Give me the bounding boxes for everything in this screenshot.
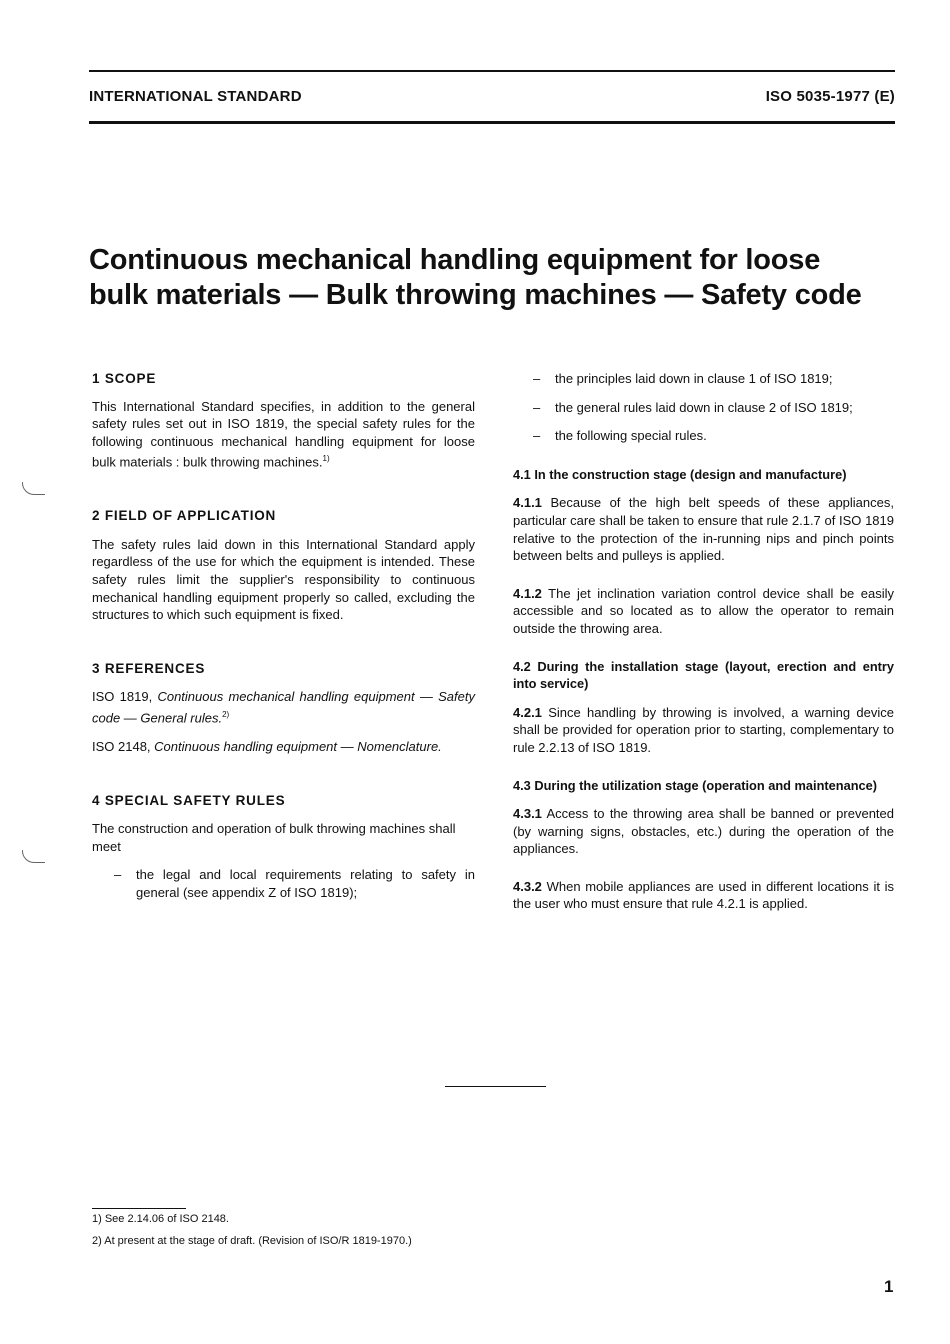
section-4-intro: The construction and operation of bulk throwing machines shall meet xyxy=(92,821,456,854)
list-item: – the legal and local requirements relating to safety in general (see appendix Z of ISO 1819); xyxy=(114,867,475,900)
header-left: INTERNATIONAL STANDARD xyxy=(89,88,302,105)
reference-iso-1819: ISO 1819, Continuous mechanical handling equipment — Safety code — General rules.$^{2)}$ xyxy=(92,689,475,726)
clause-4-1-1: 4.1.1 Because of the high belt speeds of these appliances, particular care shall be taken to ensure that rule 2.1.7 of ISO 1819 relative to the protection of the in-running nips and pinch points between belts and pulleys is applied. xyxy=(513,495,894,564)
end-rule xyxy=(445,1086,546,1087)
section-1-text: This International Standard specifies, in addition to the general safety rules set out in ISO 1819, the special safety rules for the following continuous mechanical handling equipment for loose bulk materials : bulk throwing machines.$^{1)}$ xyxy=(92,398,475,470)
section-4-3-heading: 4.3 During the utilization stage (operation and maintenance) xyxy=(513,777,878,793)
footnote-rule xyxy=(92,1208,186,1209)
list-item: – the general rules laid down in clause 2 of ISO 1819; xyxy=(533,399,853,415)
top-rule xyxy=(89,70,895,72)
clause-4-1-2: 4.1.2 The jet inclination variation control device shall be easily accessible and so located as to allow the operator to remain outside the throwing area. xyxy=(513,585,894,636)
list-item: – the principles laid down in clause 1 of ISO 1819; xyxy=(533,371,833,386)
section-3-heading: 3 REFERENCES xyxy=(92,660,206,676)
clause-4-3-1: 4.3.1 Access to the throwing area shall be banned or prevented (by warning signs, obstacles, etc.) during the operation of the appliances. xyxy=(513,806,894,857)
right-column xyxy=(513,370,894,913)
clause-4-2-1: 4.2.1 Since handling by throwing is involved, a warning device shall be provided for operation prior to starting, complementary to rule 2.2.13 of ISO 1819. xyxy=(513,704,894,755)
header-right: ISO 5035-1977 (E) xyxy=(765,88,895,105)
document-title: Continuous mechanical handling equipment for loose bulk materials — Bulk throwing machines — Safety code xyxy=(89,244,862,311)
margin-mark xyxy=(22,482,45,495)
header-rule xyxy=(89,121,895,124)
list-item: – the following special rules. xyxy=(533,428,707,444)
footnote-2: 2) At present at the stage of draft. (Revision of ISO/R 1819-1970.) xyxy=(92,1235,412,1247)
left-column xyxy=(92,370,475,902)
footnote-1: 1) See 2.14.06 of ISO 2148. xyxy=(92,1213,229,1225)
footnote-ref: 1) xyxy=(322,454,330,464)
section-2-heading: 2 FIELD OF APPLICATION xyxy=(92,508,277,524)
reference-iso-2148: ISO 2148, Continuous handling equipment — Nomenclature. xyxy=(92,738,442,754)
section-4-2-heading: 4.2 During the installation stage (layout, erection and entry into service) xyxy=(513,658,894,692)
section-2-text: The safety rules laid down in this International Standard apply regardless of the use for which the equipment is intended. These safety rules limit the supplier's responsibility to continuous mechanical handling equipment properly so called, excluding the structures to which such equipment is fixed. xyxy=(92,536,475,623)
section-4-1-heading: 4.1 In the construction stage (design and manufacture) xyxy=(513,466,847,482)
section-4-heading: 4 SPECIAL SAFETY RULES xyxy=(92,792,286,808)
clause-4-3-2: 4.3.2 When mobile appliances are used in different locations it is the user who must ensure that rule 4.2.1 is applied. xyxy=(513,878,894,912)
margin-mark xyxy=(22,850,45,863)
section-1-heading: 1 SCOPE xyxy=(92,371,157,386)
page-number: 1 xyxy=(884,1277,894,1296)
